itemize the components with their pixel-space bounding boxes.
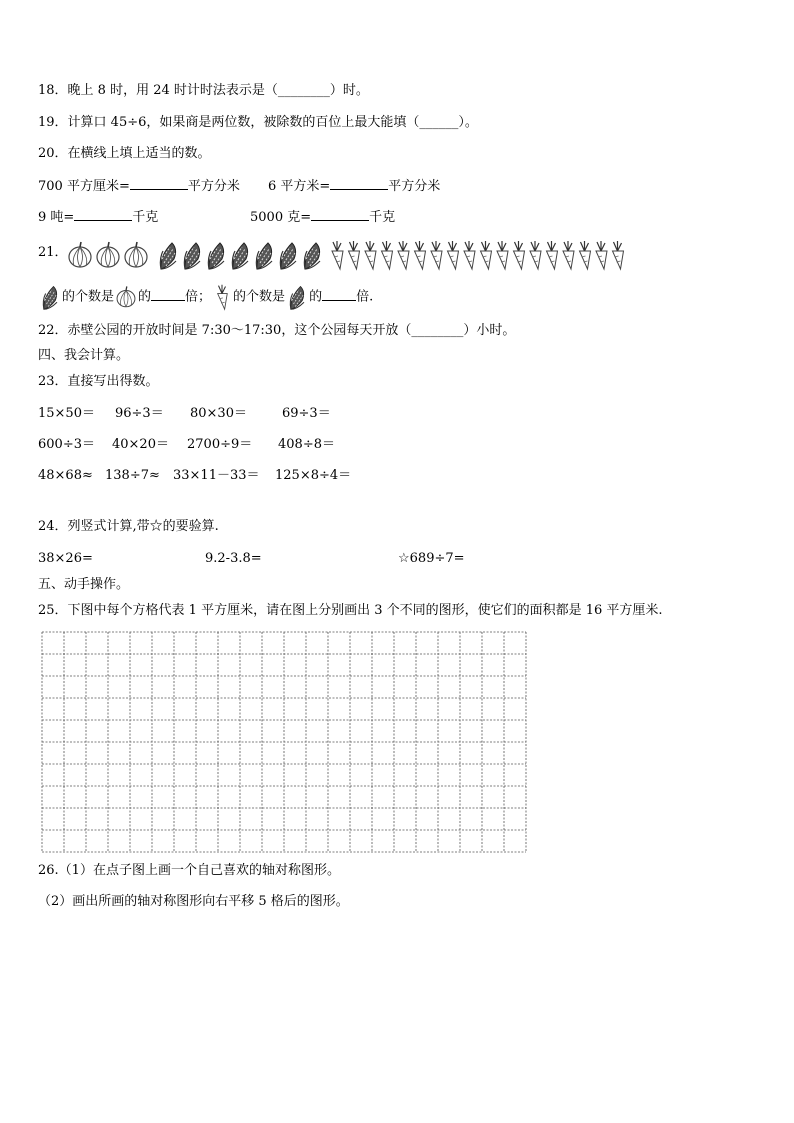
- vertical-calc-item: 9.2-3.8=: [205, 551, 262, 566]
- carrot-icon: [349, 241, 360, 269]
- corn-icon: [256, 243, 272, 269]
- corn-icon: [232, 243, 248, 269]
- corn-icon: [280, 243, 296, 269]
- answer-blank[interactable]: ______: [419, 115, 459, 130]
- carrot-icon: [332, 241, 343, 269]
- calc-item: 125×8÷4＝: [275, 468, 352, 483]
- pumpkin-icon: [97, 242, 119, 267]
- carrot-icon: [596, 241, 607, 269]
- q21-picture-row: [66, 238, 626, 272]
- calc-item: 69÷3＝: [282, 406, 331, 421]
- corn-icon: [160, 243, 176, 269]
- carrot-icon: [580, 241, 591, 269]
- corn-icon: [208, 243, 224, 269]
- answer-blank[interactable]: [322, 287, 356, 301]
- carrot-icon: [481, 241, 492, 269]
- calc-item: 33×11－33＝: [173, 468, 260, 483]
- question-22: 22．赤壁公园的开放时间是 7:30～17:30，这个公园每天开放（________）小时。: [38, 323, 516, 338]
- corn-icon: [184, 243, 200, 269]
- carrot-icon: [211, 283, 233, 311]
- carrot-icon: [464, 241, 475, 269]
- carrot-icon: [431, 241, 442, 269]
- question-23-title: 23．直接写出得数。: [38, 374, 159, 389]
- vertical-calc-item: 38×26=: [38, 551, 93, 566]
- answer-blank[interactable]: [151, 287, 185, 301]
- calc-item: 408÷8＝: [278, 437, 335, 452]
- answer-blank[interactable]: ________: [411, 323, 464, 338]
- calc-item: 40×20＝: [112, 437, 169, 452]
- answer-blank[interactable]: ________: [277, 83, 330, 98]
- answer-blank[interactable]: [74, 207, 132, 221]
- corn-icon: [285, 283, 309, 311]
- carrot-icon: [415, 241, 426, 269]
- q21-question: 的个数是 的 倍； 的个数是 的 倍.: [38, 283, 373, 311]
- carrot-icon: [530, 241, 541, 269]
- question-18: 18．晚上 8 时，用 24 时计时法表示是（________）时。: [38, 83, 369, 98]
- carrot-icon: [514, 241, 525, 269]
- section-4-heading: 四、我会计算。: [38, 348, 130, 363]
- question-24-title: 24．列竖式计算,带☆的要验算.: [38, 519, 219, 534]
- carrot-icon: [613, 241, 624, 269]
- answer-blank[interactable]: [311, 207, 369, 221]
- carrot-icon: [382, 241, 393, 269]
- carrot-icon: [365, 241, 376, 269]
- q20-item-1: 700 平方厘米= 平方分米: [38, 176, 240, 196]
- q20-item-3: 9 吨= 千克: [38, 207, 158, 227]
- carrot-icon: [547, 241, 558, 269]
- carrot-icon: [563, 241, 574, 269]
- pumpkin-icon: [69, 242, 91, 267]
- pumpkin-icon: [114, 284, 138, 310]
- calc-item: 15×50＝: [38, 406, 95, 421]
- calc-item: 48×68≈: [38, 468, 93, 483]
- calc-item: 600÷3＝: [38, 437, 95, 452]
- question-25: 25．下图中每个方格代表 1 平方厘米，请在图上分别画出 3 个不同的图形，使它们的面积都是 16 平方厘米.: [38, 603, 663, 618]
- pumpkin-icon: [125, 242, 147, 267]
- question-26-part-2: （2）画出所画的轴对称图形向右平移 5 格后的图形。: [38, 894, 349, 909]
- calc-item: 2700÷9＝: [187, 437, 253, 452]
- calc-item: 96÷3＝: [115, 406, 164, 421]
- vertical-calc-item: ☆689÷7=: [398, 551, 465, 566]
- calc-item: 138÷7≈: [105, 468, 160, 483]
- q20-item-4: 5000 克= 千克: [250, 207, 395, 227]
- carrot-icon: [398, 241, 409, 269]
- carrot-icon: [497, 241, 508, 269]
- calc-item: 80×30＝: [190, 406, 247, 421]
- q20-item-2: 6 平方米= 平方分米: [268, 176, 440, 196]
- section-5-heading: 五、动手操作。: [38, 577, 130, 592]
- q21-number: 21．: [38, 245, 68, 260]
- question-20-title: 20．在横线上填上适当的数。: [38, 146, 211, 161]
- corn-icon: [304, 243, 320, 269]
- question-19: 19．计算口 45÷6，如果商是两位数，被除数的百位上最大能填（______）。: [38, 115, 478, 130]
- corn-icon: [38, 283, 62, 311]
- answer-blank[interactable]: [330, 176, 388, 190]
- question-26-part-1: 26.（1）在点子图上画一个自己喜欢的轴对称图形。: [38, 863, 340, 878]
- square-grid[interactable]: [40, 630, 528, 854]
- answer-blank[interactable]: [130, 176, 188, 190]
- carrot-icon: [448, 241, 459, 269]
